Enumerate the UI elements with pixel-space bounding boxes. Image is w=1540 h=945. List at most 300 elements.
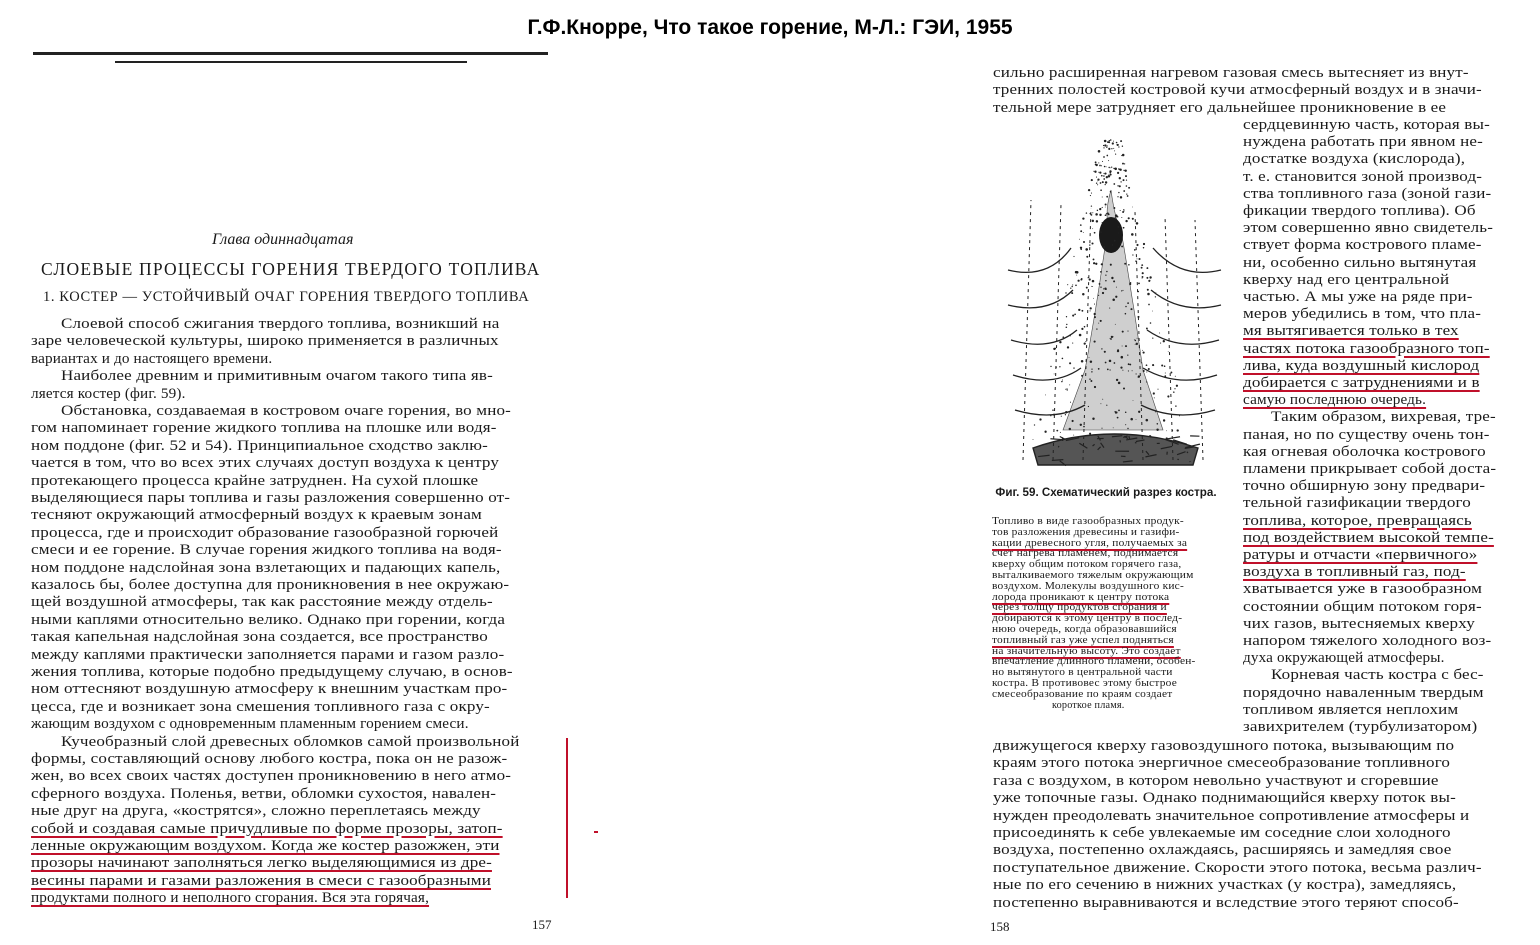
- flame-speck: [1110, 338, 1112, 340]
- flame-speck: [1147, 289, 1149, 291]
- caption-note-line: лорода проникают к центру потока: [992, 591, 1170, 603]
- flame-speck: [1089, 357, 1090, 358]
- text-line: ном поддоне надслойная зона взлетающих и падающих капель,: [31, 558, 501, 576]
- flame-speck: [1103, 246, 1105, 248]
- flame-speck: [1111, 166, 1112, 167]
- flame-speck: [1074, 313, 1076, 315]
- flame-speck: [1044, 431, 1046, 433]
- flame-speck: [1108, 141, 1110, 143]
- flame-speck: [1143, 352, 1145, 354]
- flame-speck: [1100, 208, 1102, 210]
- flame-speck: [1124, 163, 1125, 164]
- text-line: меров убедились в том, что пла-: [1243, 305, 1482, 323]
- flame-speck: [1109, 140, 1110, 141]
- text-line: Слоевой способ сжигания твердого топлива, возникший на: [61, 315, 500, 332]
- flame-speck: [1099, 214, 1101, 216]
- flame-speck: [1105, 362, 1107, 364]
- flame-speck: [1124, 263, 1126, 265]
- flame-speck: [1102, 207, 1103, 208]
- flame-speck: [1125, 313, 1127, 315]
- flame-speck: [1104, 166, 1106, 168]
- flame-speck: [1105, 280, 1106, 281]
- text-line: протекающего процесса крайне затруднен. На сухой плошке: [31, 471, 479, 489]
- caption-note-line: топливный газ уже успел подняться: [992, 634, 1174, 646]
- flame-speck: [1091, 286, 1092, 287]
- page-number-right: 158: [990, 919, 1010, 934]
- text-line: добирается с затруднениями и в: [1243, 374, 1480, 391]
- flame-speck: [1148, 368, 1150, 370]
- flame-speck: [1062, 379, 1063, 380]
- flame-speck: [1113, 207, 1115, 209]
- flame-speck: [1106, 155, 1108, 157]
- flame-speck: [1146, 371, 1147, 372]
- flame-speck: [1099, 283, 1101, 285]
- flame-speck: [1080, 424, 1082, 426]
- caption-note-line: кверху общим потоком горячего газа,: [992, 559, 1182, 571]
- flame-speck: [1120, 140, 1122, 142]
- flame-speck: [1094, 341, 1096, 343]
- flame-speck: [1082, 293, 1084, 295]
- flame-speck: [1103, 156, 1105, 158]
- flame-speck: [1106, 196, 1108, 198]
- flame-speck: [1091, 193, 1092, 194]
- text-line: казалось бы, более доступна для проникновения в нее окружаю-: [31, 576, 510, 593]
- flame-speck: [1163, 340, 1165, 342]
- text-line: чих газов, вытесняемых кверху: [1243, 614, 1475, 632]
- flame-speck: [1097, 181, 1098, 182]
- flame-speck: [1127, 428, 1128, 429]
- flame-speck: [1090, 195, 1091, 196]
- flame-speck: [1114, 240, 1116, 242]
- flame-speck: [1083, 232, 1084, 233]
- flame-speck: [1155, 296, 1156, 297]
- flame-speck: [1118, 192, 1119, 193]
- flame-speck: [1096, 183, 1097, 184]
- flame-speck: [1118, 382, 1121, 385]
- flame-speck: [1081, 310, 1083, 312]
- flame-speck: [1123, 209, 1124, 210]
- flame-speck: [1108, 167, 1109, 168]
- flame-speck: [1110, 167, 1111, 168]
- caption-note-line: но вытянутого в центральной части: [992, 667, 1173, 679]
- flame-speck: [1117, 172, 1119, 174]
- flame-speck: [1097, 210, 1098, 211]
- flame-speck: [1157, 389, 1158, 390]
- flame-speck: [1149, 276, 1151, 278]
- flame-speck: [1142, 350, 1143, 351]
- flame-speck: [1101, 175, 1103, 177]
- flame-speck: [1129, 364, 1131, 366]
- flame-speck: [1067, 390, 1068, 391]
- flame-speck: [1061, 381, 1062, 382]
- flame-speck: [1105, 181, 1107, 183]
- flame-speck: [1132, 218, 1134, 220]
- caption-note-line: Топливо в виде газообразных продук-: [992, 516, 1184, 527]
- flame-speck: [1117, 144, 1119, 146]
- flame-speck: [1118, 410, 1120, 412]
- flame-speck: [1122, 346, 1123, 347]
- flame-speck: [1050, 366, 1051, 367]
- flame-speck: [1123, 179, 1125, 181]
- flame-speck: [1098, 172, 1099, 173]
- flame-speck: [1119, 185, 1121, 187]
- flame-speck: [1105, 214, 1107, 216]
- flame-speck: [1106, 213, 1107, 214]
- flame-speck: [1138, 258, 1140, 260]
- flame-speck: [1132, 207, 1133, 208]
- text-line: ства топливного газа (зоной гази-: [1243, 184, 1492, 202]
- document-header: Г.Ф.Кнорре, Что такое горение, М-Л.: ГЭИ, 1955: [527, 16, 1013, 39]
- flame-speck: [1138, 375, 1140, 377]
- updraft-arrow: [1165, 216, 1173, 460]
- flame-speck: [1075, 271, 1078, 274]
- flame-speck: [1080, 224, 1082, 226]
- flame-speck: [1141, 267, 1143, 269]
- flame-speck: [1095, 213, 1098, 216]
- text-line: весины парами и газами разложения в смеси с газообразными: [31, 871, 491, 889]
- flame-speck: [1102, 181, 1104, 183]
- flame-speck: [1115, 217, 1116, 218]
- text-line: пламени прикрывает собой доста-: [1243, 460, 1497, 477]
- text-line: движущегося кверху газовоздушного потока, вызывающим по: [993, 737, 1455, 754]
- flame-speck: [1113, 183, 1115, 185]
- flame-speck: [1152, 364, 1154, 366]
- flame-speck: [1070, 288, 1071, 289]
- text-line: тесняют окружающий атмосферный воздух к краевым зонам: [31, 506, 482, 524]
- airflow-arrow: [1013, 368, 1081, 380]
- flame-speck: [1094, 316, 1096, 318]
- text-line: выделяющиеся пары топлива и газы разложения совершенно от-: [31, 489, 511, 506]
- flame-speck: [1115, 296, 1117, 298]
- flame-speck: [1117, 226, 1119, 228]
- text-line: ляется костер (фиг. 59).: [31, 384, 186, 402]
- flame-speck: [1090, 310, 1091, 311]
- airflow-arrow: [1143, 368, 1217, 380]
- updraft-arrow: [1023, 200, 1031, 460]
- flame-speck: [1176, 385, 1178, 387]
- flame-speck: [1118, 146, 1119, 147]
- text-line: чается в том, что во всех этих случаях доступ воздуха к центру: [31, 454, 500, 472]
- flame-speck: [1132, 254, 1133, 255]
- text-line: нуждена работать при явном не-: [1243, 133, 1483, 151]
- flame-speck: [1072, 315, 1074, 317]
- flame-speck: [1107, 145, 1108, 146]
- flame-speck: [1039, 418, 1041, 420]
- flame-speck: [1152, 311, 1153, 312]
- flame-speck: [1094, 386, 1096, 388]
- flame-speck: [1109, 308, 1110, 309]
- page-number-left: 157: [532, 917, 552, 932]
- flame-speck: [1121, 245, 1123, 247]
- flame-speck: [1127, 302, 1129, 304]
- flame-speck: [1059, 341, 1061, 343]
- flame-speck: [1103, 145, 1104, 146]
- flame-speck: [1098, 162, 1099, 163]
- flame-speck: [1175, 376, 1176, 377]
- text-line: газа с воздухом, в котором невольно участвуют и сгоревшие: [993, 771, 1439, 789]
- flame-speck: [1122, 154, 1125, 157]
- text-line: заре человеческой культуры, широко применяется в различных: [31, 332, 499, 350]
- flame-speck: [1126, 193, 1127, 194]
- flame-speck: [1116, 287, 1117, 288]
- text-line: точно обширную зону предвари-: [1243, 477, 1486, 495]
- flame-speck: [1121, 356, 1124, 359]
- text-line: мя вытягивается только в тех: [1243, 322, 1459, 340]
- flame-speck: [1119, 177, 1121, 179]
- flame-speck: [1153, 392, 1155, 394]
- flame-speck: [1113, 141, 1114, 142]
- flame-speck: [1123, 170, 1124, 171]
- flame-speck: [1142, 278, 1143, 279]
- flame-speck: [1125, 345, 1127, 347]
- flame-speck: [1143, 243, 1145, 245]
- flame-speck: [1110, 264, 1112, 266]
- flame-speck: [1076, 275, 1077, 276]
- flame-speck: [1065, 389, 1066, 390]
- caption-note-line: смесеобразование по краям создает: [992, 688, 1173, 700]
- flame-speck: [1142, 276, 1144, 278]
- flame-speck: [1136, 244, 1138, 246]
- flame-speck: [1141, 362, 1142, 363]
- flame-speck: [1102, 161, 1103, 162]
- flame-speck: [1092, 212, 1093, 213]
- flame-speck: [1097, 178, 1099, 180]
- flame-speck: [1115, 324, 1116, 325]
- text-line: воздуха, постепенно охлаждаясь, расширяясь и замедляя свое: [993, 841, 1452, 859]
- flame-speck: [1154, 397, 1155, 398]
- wood-stick: [1129, 436, 1130, 439]
- caption-note-line: на значительную высоту. Это создает: [992, 645, 1181, 657]
- text-line: сердцевинную часть, которая вы-: [1243, 116, 1490, 133]
- flame-speck: [1062, 358, 1064, 360]
- flame-speck: [1101, 263, 1103, 265]
- flame-speck: [1088, 406, 1089, 407]
- flame-speck: [1117, 216, 1118, 217]
- flame-speck: [1121, 155, 1122, 156]
- text-line: т. е. становится зоной производ-: [1243, 167, 1483, 185]
- flame-speck: [1065, 292, 1066, 293]
- caption-note-line: выталкиваемого тяжелым окружающим: [992, 570, 1194, 581]
- wood-stick: [1058, 446, 1059, 447]
- wood-stick: [1187, 452, 1188, 453]
- flame-speck: [1100, 271, 1102, 273]
- flame-speck: [1127, 195, 1129, 197]
- flame-speck: [1125, 220, 1127, 222]
- flame-speck: [1098, 368, 1100, 370]
- flame-speck: [1125, 175, 1127, 177]
- flame-speck: [1082, 217, 1084, 219]
- flame-speck: [1104, 351, 1106, 353]
- flame-speck: [1156, 429, 1158, 431]
- flame-speck: [1141, 264, 1143, 266]
- flame-speck: [1126, 179, 1127, 180]
- flame-speck: [1138, 282, 1140, 284]
- flame-speck: [1092, 418, 1094, 420]
- flame-speck: [1165, 373, 1166, 374]
- flame-speck: [1094, 232, 1096, 234]
- flame-speck: [1069, 428, 1071, 430]
- flame-speck: [1111, 277, 1113, 279]
- flame-speck: [1098, 150, 1101, 153]
- flame-speck: [1132, 370, 1133, 371]
- flame-speck: [1149, 280, 1150, 281]
- flame-speck: [1102, 197, 1103, 198]
- text-line: щей воздушной атмосферы, так как расстояние между отдель-: [31, 593, 493, 611]
- flame-speck: [1113, 280, 1115, 282]
- flame-speck: [1114, 362, 1116, 364]
- text-line: тренних полостей костровой кучи атмосферный воздух и в значи-: [993, 81, 1482, 99]
- flame-speck: [1106, 271, 1108, 273]
- flame-speck: [1098, 295, 1099, 296]
- flame-speck: [1088, 189, 1090, 191]
- text-line: паная, но по существу очень тон-: [1243, 425, 1490, 443]
- text-line: кверху над его центральной: [1243, 270, 1450, 288]
- flame-speck: [1135, 344, 1136, 345]
- section-title: 1. КОСТЕР — УСТОЙЧИВЫЙ ОЧАГ ГОРЕНИЯ ТВЕРДОГО ТОПЛИВА: [43, 289, 530, 305]
- text-line: под воздействием высокой темпе-: [1243, 528, 1494, 546]
- flame-speck: [1097, 184, 1098, 185]
- flame-speck: [1108, 174, 1109, 175]
- flame-speck: [1033, 439, 1034, 440]
- text-line: такая капельная надслойная зона создается, все пространство: [31, 628, 488, 646]
- flame-speck: [1108, 175, 1111, 178]
- flame-speck: [1177, 429, 1179, 431]
- flame-speck: [1146, 277, 1148, 279]
- flame-speck: [1114, 168, 1117, 171]
- flame-speck: [1079, 239, 1080, 240]
- flame-speck: [1091, 368, 1092, 369]
- flame-speck: [1060, 432, 1061, 433]
- flame-speck: [1069, 362, 1071, 364]
- flame-speck: [1116, 142, 1118, 144]
- flame-speck: [1117, 185, 1118, 186]
- flame-speck: [1123, 227, 1125, 229]
- flame-speck: [1113, 427, 1114, 428]
- flame-speck: [1096, 164, 1098, 166]
- text-line: уже топочные газы. Однако поднимающийся кверху поток вы-: [993, 789, 1456, 807]
- flame-speck: [1120, 210, 1121, 211]
- flame-speck: [1109, 170, 1111, 172]
- flame-speck: [1125, 412, 1127, 414]
- flame-speck: [1110, 139, 1112, 141]
- flame-speck: [1091, 242, 1093, 244]
- flame-speck: [1137, 338, 1138, 339]
- flame-speck: [1133, 400, 1134, 401]
- flame-speck: [1106, 166, 1107, 167]
- flame-speck: [1096, 177, 1097, 178]
- text-line: процесса, где и происходит образование газообразной горючей: [31, 523, 499, 541]
- text-line: цесса, где и возникает зона смешения топливного газа с окру-: [31, 697, 490, 715]
- caption-note-line: впечатление длинного пламени, особен-: [992, 656, 1196, 668]
- text-line: ном оттесняют воздушную атмосферу к внешним участкам про-: [31, 680, 508, 698]
- flame-speck: [1168, 351, 1169, 352]
- flame-speck: [1052, 409, 1054, 411]
- figure-caption: Фиг. 59. Схематический разрез костра.: [995, 486, 1217, 499]
- text-line: этом совершенно явно свидетель-: [1243, 219, 1494, 237]
- flame-speck: [1071, 286, 1072, 287]
- flame-speck: [1130, 308, 1132, 310]
- flame-speck: [1122, 211, 1124, 213]
- flame-speck: [1066, 316, 1067, 317]
- flame-speck: [1079, 334, 1082, 337]
- flame-speck: [1123, 190, 1125, 192]
- text-line: ленные окружающим воздухом. Когда же костер разожжен, эти: [31, 837, 500, 854]
- flame-speck: [1127, 331, 1128, 332]
- flame-speck: [1108, 148, 1110, 150]
- flame-speck: [1122, 370, 1123, 371]
- flame-speck: [1065, 414, 1066, 415]
- flame-speck: [1056, 430, 1058, 432]
- flame-speck: [1086, 212, 1087, 213]
- flame-speck: [1175, 405, 1176, 406]
- flame-speck: [1108, 213, 1110, 215]
- airflow-arrow: [1151, 290, 1221, 308]
- flame-speck: [1083, 426, 1085, 428]
- flame-speck: [1106, 176, 1108, 178]
- wood-stick: [1166, 437, 1180, 439]
- flame-speck: [1103, 147, 1104, 148]
- text-line: вариантах и до настоящего времени.: [31, 349, 273, 367]
- flame-speck: [1174, 388, 1175, 389]
- flame-speck: [1115, 411, 1117, 413]
- text-line: кая огневая оболочка кострового: [1243, 442, 1486, 460]
- flame-speck: [1121, 290, 1122, 291]
- flame-speck: [1100, 182, 1102, 184]
- flame-speck: [1100, 286, 1101, 287]
- text-line: частях потока газообразного топ-: [1243, 339, 1490, 357]
- flame-speck: [1089, 244, 1090, 245]
- text-line: достатке воздуха (кислорода),: [1243, 150, 1466, 168]
- text-line: гом напоминает горение жидкого топлива на плошке или водя-: [31, 419, 497, 437]
- flame-speck: [1105, 203, 1107, 205]
- flame-speck: [1118, 232, 1119, 233]
- flame-speck: [1136, 343, 1138, 345]
- flame-speck: [1092, 228, 1093, 229]
- text-line: лива, куда воздушный кислород: [1243, 356, 1480, 374]
- flame-speck: [1128, 187, 1130, 189]
- flame-speck: [1104, 144, 1106, 146]
- text-line: духа окружающей атмосферы.: [1243, 649, 1445, 667]
- text-line: топлива, которое, превращаясь: [1243, 511, 1472, 529]
- text-line: тельной мере затрудняет его дальнейшее проникновение в ее: [993, 98, 1447, 116]
- flame-speck: [1164, 365, 1166, 367]
- flame-speck: [1120, 181, 1121, 182]
- airflow-arrow: [1008, 290, 1073, 308]
- flame-speck: [1093, 262, 1095, 264]
- flame-speck: [1072, 420, 1074, 422]
- flame-speck: [1077, 280, 1079, 282]
- flame-speck: [1112, 142, 1114, 144]
- flame-speck: [1150, 322, 1152, 324]
- flame-speck: [1120, 367, 1122, 369]
- flame-speck: [1072, 284, 1073, 285]
- flame-speck: [1073, 256, 1074, 257]
- chapter-title: СЛОЕВЫЕ ПРОЦЕССЫ ГОРЕНИЯ ТВЕРДОГО ТОПЛИВА: [41, 259, 541, 279]
- text-line: жения топлива, которые подобно предыдущему случаю, в основ-: [31, 663, 513, 680]
- flame-speck: [1081, 328, 1083, 330]
- flame-speck: [1115, 214, 1118, 217]
- flame-speck: [1094, 171, 1096, 173]
- flame-speck: [1101, 165, 1102, 166]
- flame-speck: [1117, 417, 1119, 419]
- flame-speck: [1085, 341, 1086, 342]
- flame-speck: [1122, 146, 1123, 147]
- flame-speck: [1100, 231, 1101, 232]
- text-line: Корневая часть костра с бес-: [1271, 666, 1484, 684]
- flame-speck: [1115, 154, 1116, 155]
- flame-speck: [1107, 369, 1109, 371]
- flame-speck: [1067, 346, 1069, 348]
